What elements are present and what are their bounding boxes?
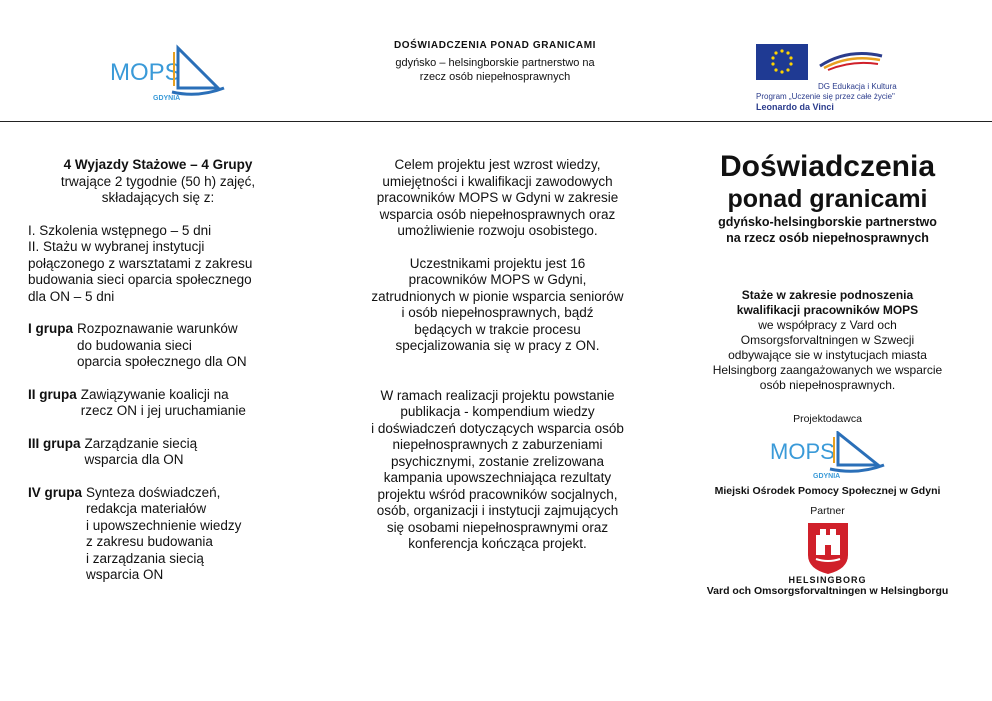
group-line: do budowania sieci [77, 337, 192, 353]
para-line: się osobami niepełnosprawnymi oraz [386, 519, 609, 535]
paragraph-participants [345, 256, 650, 355]
group-line: Synteza doświadczeń, [86, 484, 221, 500]
eu-dg-label: DG Edukacja i Kultura [818, 82, 897, 91]
internship-line: osób niepełnosprawnych. [759, 378, 896, 392]
paragraph-goal [345, 157, 650, 240]
paragraph-outcomes [345, 388, 650, 553]
helsingborg-crest-icon [806, 521, 850, 575]
eu-program-line: Program „Uczenie się przez całe życie" [756, 92, 895, 101]
mops-cover-logo-city: GDYNIA [812, 473, 840, 480]
internship-bold-line2: kwalifikacji pracowników MOPS [736, 303, 919, 317]
projektodawca-label: Projektodawca [793, 413, 862, 425]
para-line: pracowników MOPS w Gdyni, [408, 272, 587, 287]
left-heading-block [28, 157, 288, 207]
para-line: specjalizowania się w pracy z ON. [395, 338, 600, 353]
internship-line: odbywające sie w instytucjach miasta [728, 348, 927, 362]
internship-bold-line1: Staże w zakresie podnoszenia [741, 288, 914, 302]
stage-line: II. Stażu w wybranej instytucji [28, 239, 205, 254]
left-intro-line1: trwające 2 tygodnie (50 h) zajęć, [60, 173, 256, 189]
stage-line: połączonego z warsztatami z zakresu [28, 255, 253, 271]
stage-line: I. Szkolenia wstępnego – 5 dni [28, 222, 212, 238]
para-line: publikacja - kompendium wiedzy [400, 404, 595, 419]
mops-logo-text: MOPS [110, 59, 181, 86]
group-line: rzecz ON i jej uruchamianie [80, 403, 246, 418]
para-line: Uczestnikami projektu jest 16 [409, 255, 586, 271]
para-line: umożliwienie rozwoju osobistego. [397, 223, 598, 238]
para-line: będących w trakcie procesu [414, 321, 581, 337]
helsingborg-logo-text: HELSINGBORG [788, 575, 867, 585]
partner-label: Partner [810, 505, 845, 517]
cover-subtitle-line1: gdyńsko-helsingborskie partnerstwo [718, 215, 937, 229]
cover-subtitle-line2: na rzecz osób niepełnosprawnych [726, 231, 929, 245]
projektodawca-org: Miejski Ośrodek Pomocy Społecznej w Gdyni [714, 485, 941, 497]
eu-program-name: Leonardo da Vinci [756, 102, 834, 112]
left-heading: 4 Wyjazdy Stażowe – 4 Grupy [63, 157, 253, 172]
leonardo-logo-icon [818, 46, 884, 72]
partner-org: Vard och Omsorgsforvaltningen w Helsingborgu [706, 585, 949, 597]
header-subtitle-line1: gdyńsko – helsingborskie partnerstwo na [395, 57, 595, 69]
mops-cover-logo-text: MOPS [769, 439, 835, 464]
para-line: i doświadczeń dotyczących wsparcia osób [371, 420, 624, 436]
eu-flag-icon [756, 44, 808, 80]
header-subtitle-line2: rzecz osób niepełnosprawnych [419, 71, 571, 83]
internship-line: we współpracy z Vard och [758, 318, 897, 332]
group-line: Zawiązywanie koalicji na [80, 386, 229, 402]
left-column [28, 157, 328, 584]
group-description [85, 436, 198, 469]
group-label: II grupa [28, 386, 77, 402]
group-4 [28, 485, 328, 584]
para-line: konferencja kończąca projekt. [408, 536, 587, 551]
group-line: wsparcia ON [86, 567, 164, 582]
group-line: Zarządzanie siecią [84, 435, 198, 451]
para-line: niepełnosprawnych z zaburzeniami [392, 437, 603, 452]
stage-line: budowania sieci oparcia społecznego [28, 272, 252, 287]
group-line: wsparcia dla ON [84, 452, 184, 467]
mops-logo-header [108, 42, 228, 104]
para-line: zatrudnionych w pionie wsparcia seniorów [371, 288, 624, 304]
group-line: Rozpoznawanie warunków [77, 321, 238, 336]
mops-logo-cover [768, 431, 888, 481]
left-intro-line2: składających się z: [101, 190, 215, 205]
group-description [81, 387, 246, 420]
stage-list [28, 223, 328, 306]
group-line: i upowszechnienie wiedzy [86, 517, 242, 533]
stage-line: dla ON – 5 dni [28, 288, 115, 304]
internship-line: Helsingborg zaangażowanych we wsparcie [712, 363, 943, 377]
para-line: kampania upowszechniająca rezultaty [383, 470, 612, 485]
eu-program-text [756, 82, 936, 112]
right-column [690, 150, 965, 597]
para-line: Celem projektu jest wzrost wiedzy, [394, 157, 601, 172]
header-title: DOŚWIADCZENIA PONAD GRANICAMI [393, 40, 597, 51]
cover-title-line2: ponad granicami [727, 185, 928, 213]
header-subtitle [330, 56, 660, 84]
group-label: III grupa [28, 435, 81, 451]
group-2 [28, 387, 328, 420]
group-line: z zakresu budowania [86, 534, 213, 549]
para-line: wsparcia osób niepełnosprawnych oraz [379, 206, 616, 222]
group-3 [28, 436, 328, 469]
header-divider [0, 121, 992, 122]
group-description [77, 321, 247, 371]
para-line: osób, organizacji i instytucji zajmujących [376, 503, 619, 518]
group-line: redakcja materiałów [86, 501, 207, 516]
group-line: i zarządzania siecią [86, 550, 204, 566]
para-line: projektu wśród pracowników socjalnych, [377, 486, 618, 502]
group-label: IV grupa [28, 484, 83, 500]
internship-description [690, 288, 965, 393]
internship-line: Omsorgsforvaltningen w Szwecji [740, 333, 915, 347]
group-1 [28, 321, 328, 371]
para-line: umiejętności i kwalifikacji zawodowych [382, 173, 613, 189]
para-line: pracowników MOPS w Gdyni w zakresie [376, 190, 619, 205]
group-description [86, 485, 241, 584]
para-line: psychicznymi, zostanie zrelizowana [390, 453, 605, 469]
group-label: I grupa [28, 321, 74, 336]
para-line: i osób niepełnosprawnych, bądź [401, 305, 594, 320]
group-line: oparcia społecznego dla ON [77, 354, 247, 369]
cover-title-line1: Doświadczenia [719, 150, 936, 183]
mops-logo-city: GDYNIA [153, 95, 181, 102]
para-line: W ramach realizacji projektu powstanie [380, 387, 615, 403]
middle-column [345, 157, 650, 553]
